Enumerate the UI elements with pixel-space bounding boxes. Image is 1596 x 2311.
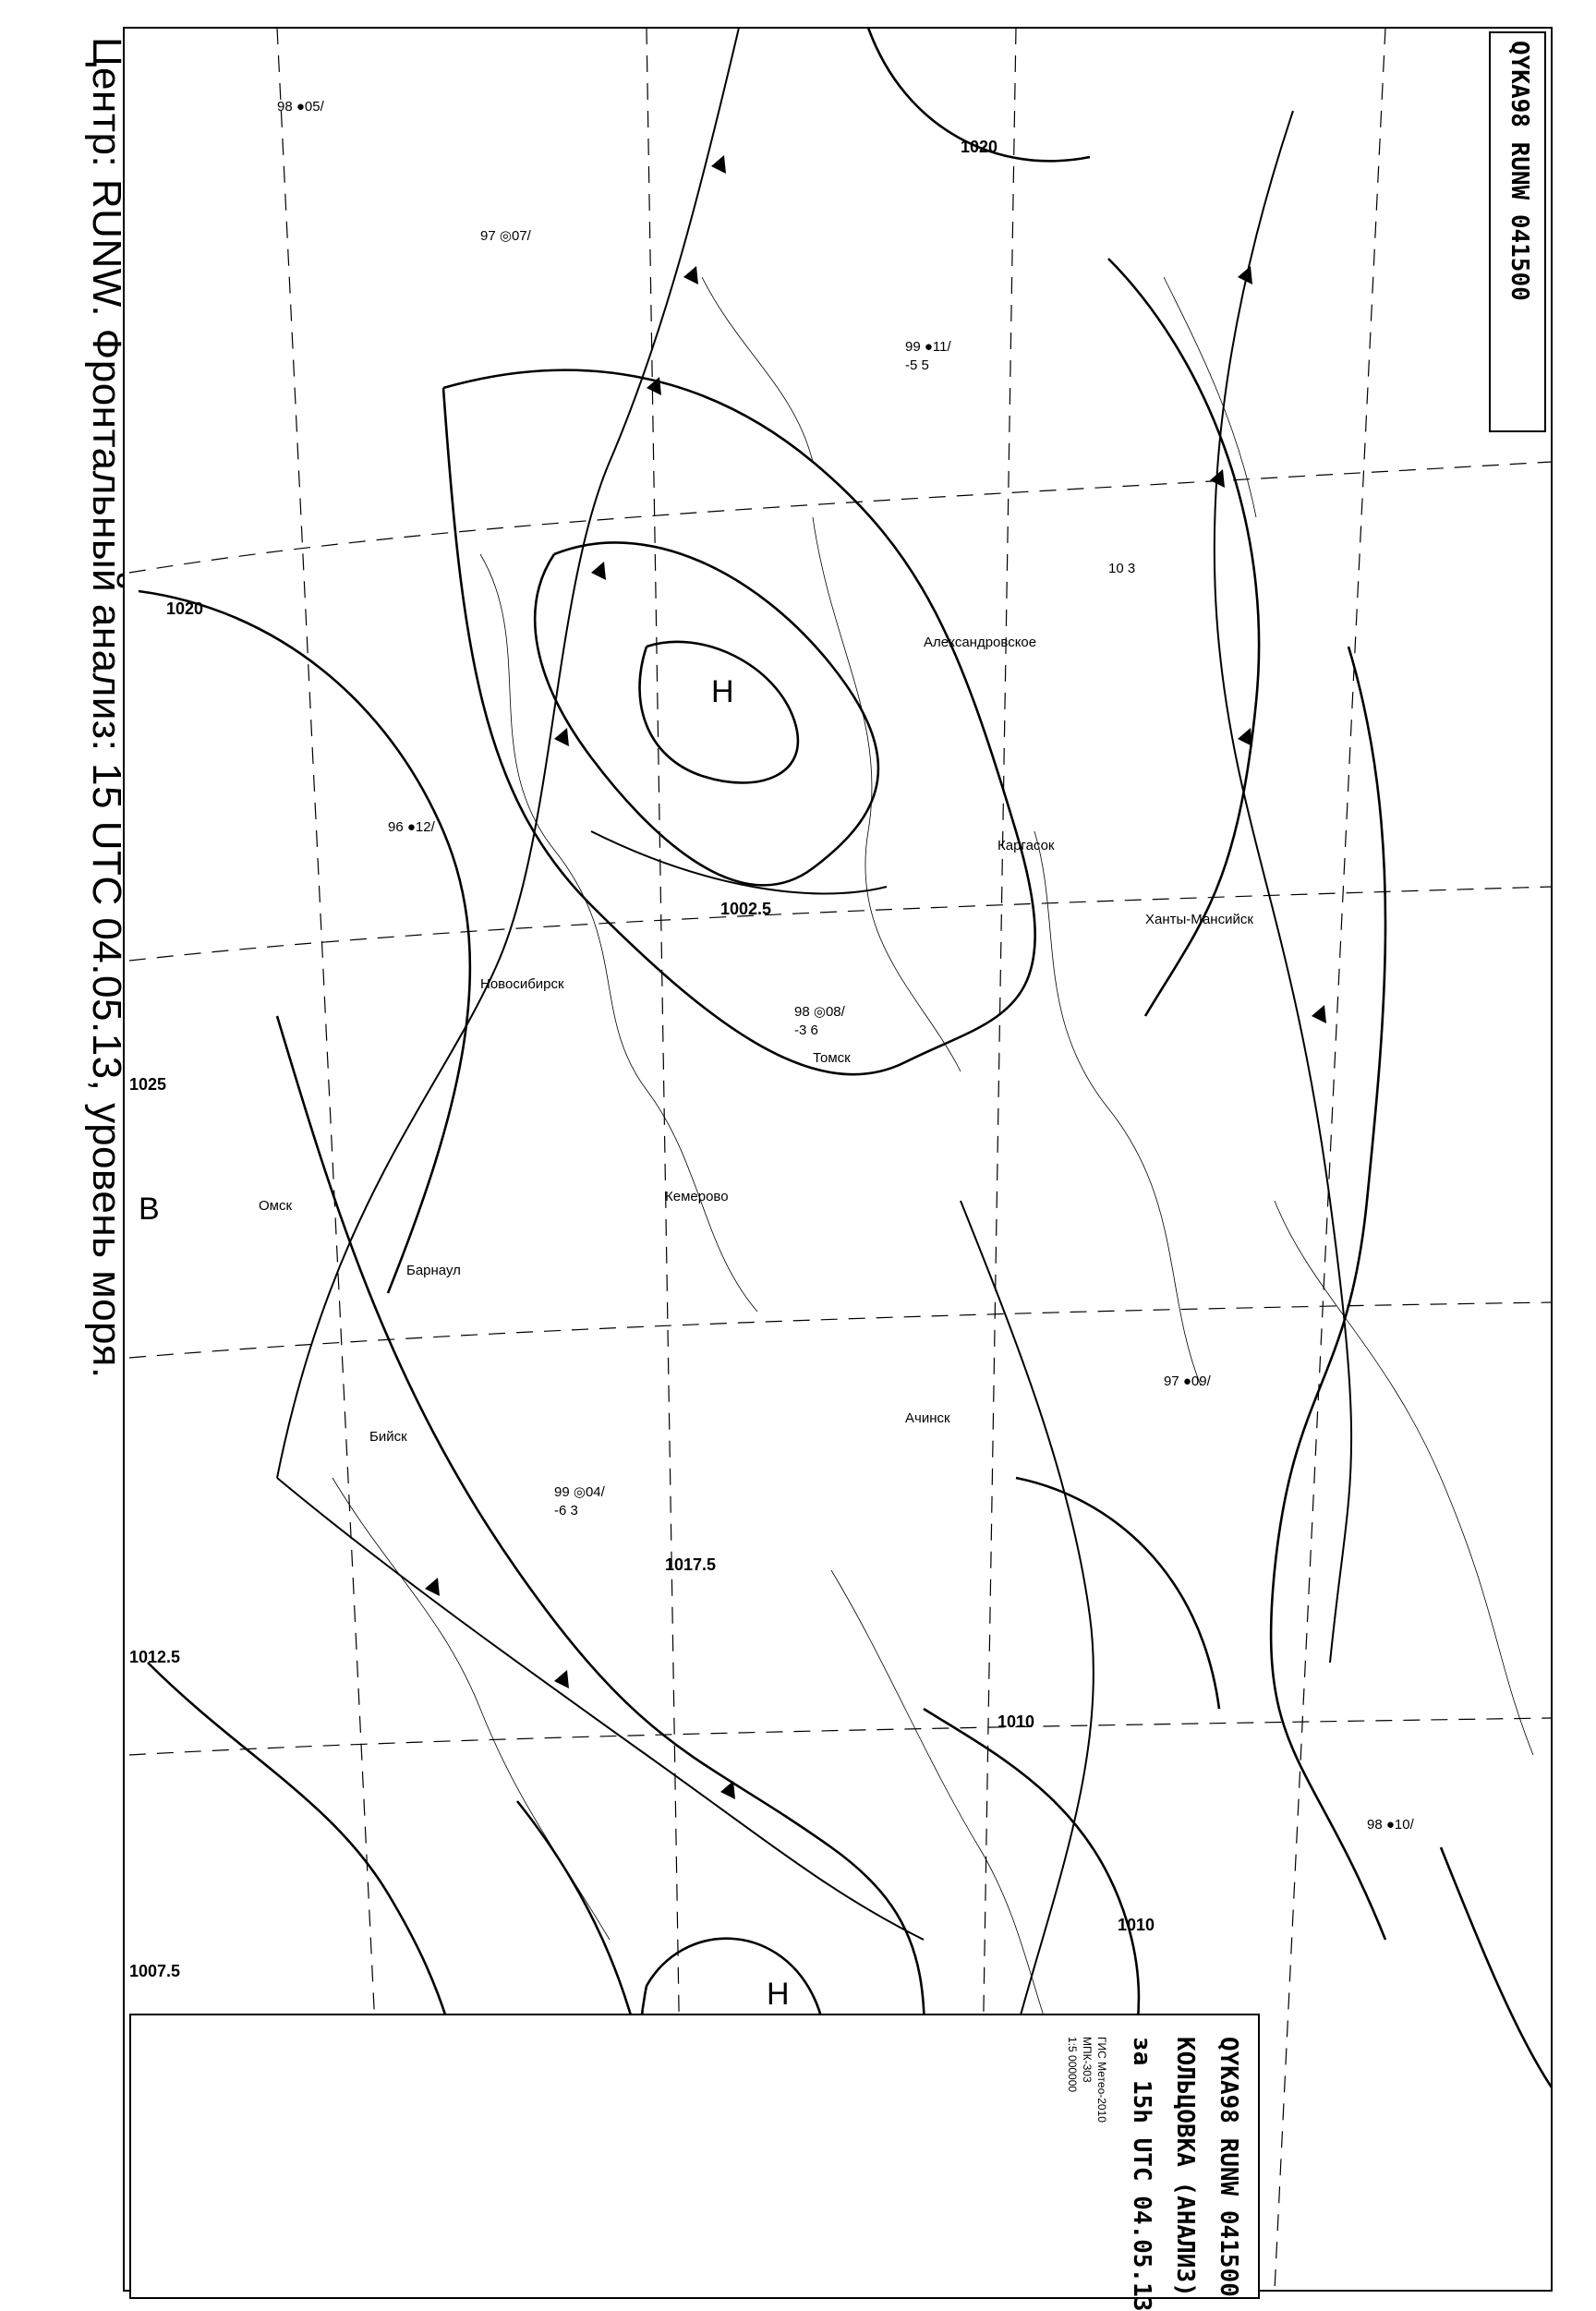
city-label: Ачинск bbox=[905, 1410, 950, 1426]
isobar-label: 1010 bbox=[1118, 1916, 1155, 1934]
city-label: Каргасок bbox=[998, 838, 1055, 853]
high-center: В bbox=[139, 1192, 160, 1227]
station-plot: 98 ●10/ bbox=[1367, 1817, 1414, 1833]
station-plot: -5 5 bbox=[905, 357, 929, 373]
pressure-centers bbox=[139, 674, 790, 2086]
isobars bbox=[139, 28, 1552, 2291]
city-label: Омск bbox=[259, 1198, 293, 1214]
station-plot: 97 ●09/ bbox=[1164, 1373, 1211, 1389]
city-label: Барнаул bbox=[406, 1263, 461, 1278]
isobar-label: 1007.5 bbox=[129, 1962, 181, 1980]
isobar-label: 1020 bbox=[961, 138, 998, 156]
legend-credit: ГИС Метео-2010 bbox=[1095, 2037, 1108, 2123]
isobar-label: 1020 bbox=[166, 599, 204, 618]
station-plot: 99 ◎04/ bbox=[554, 1484, 605, 1500]
isobar-label: 1025 bbox=[129, 1075, 167, 1094]
legend-time: за 15h UTC 04.05.13 bbox=[1128, 2037, 1155, 2311]
bulletin-code: QYKA98 RUNW 041500 bbox=[1505, 41, 1533, 301]
city-labels bbox=[259, 635, 1253, 1445]
legend-code: QYKA98 RUNW 041500 bbox=[1215, 2037, 1242, 2297]
station-plot: -3 6 bbox=[794, 1022, 818, 1038]
station-plots bbox=[277, 99, 1415, 1833]
station-plot: 98 ◎08/ bbox=[794, 1004, 845, 1020]
geography bbox=[332, 277, 1533, 2124]
city-label: Томск bbox=[813, 1050, 851, 1066]
low-center: Н bbox=[711, 674, 734, 709]
isobar-label: 1010 bbox=[998, 1712, 1035, 1731]
station-plot: 10 3 bbox=[1108, 561, 1136, 576]
low-center: Н bbox=[767, 1977, 790, 2012]
city-label: Ханты-Мансийск bbox=[1145, 912, 1253, 927]
legend-scale: 1:5 000000 bbox=[1066, 2037, 1079, 2093]
city-label: Кемерово bbox=[665, 1189, 729, 1204]
map-frame bbox=[124, 28, 1552, 2291]
isobar-label: 1017.5 bbox=[665, 1555, 717, 1574]
station-plot: 96 ●12/ bbox=[388, 819, 435, 835]
city-label: Новосибирск bbox=[480, 976, 564, 992]
graticule bbox=[129, 28, 1552, 2291]
city-label: Бийск bbox=[369, 1429, 407, 1445]
map-title: Центр: RUNW. Фронтальный анализ: 15 UTC 04.05.13, уровень моря. bbox=[84, 37, 129, 1379]
station-plot: 97 ◎07/ bbox=[480, 228, 531, 244]
isobar-label: 1002.5 bbox=[720, 900, 772, 918]
station-plot: 99 ●11/ bbox=[905, 339, 951, 355]
legend-title: КОЛЬЦОВКА (АНАЛИЗ) bbox=[1171, 2037, 1199, 2297]
city-label: Александровское bbox=[924, 635, 1037, 650]
station-plot: -6 3 bbox=[554, 1503, 578, 1518]
isobar-label: 1012.5 bbox=[129, 1648, 181, 1666]
legend-credit: МПК-303 bbox=[1081, 2037, 1094, 2083]
station-plot: 98 ●05/ bbox=[277, 99, 324, 115]
